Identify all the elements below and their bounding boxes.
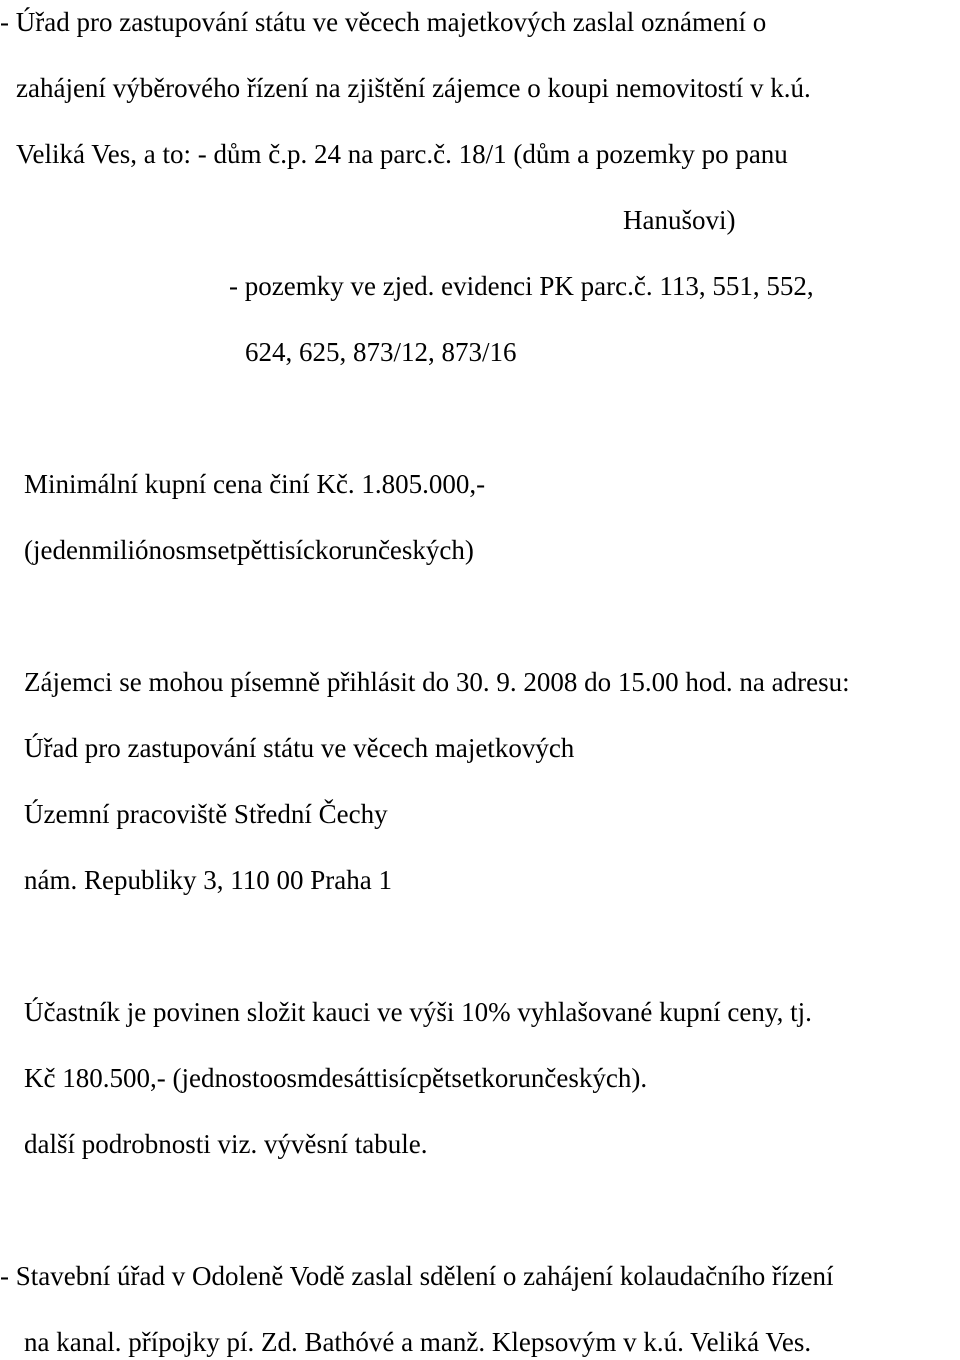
building-office-line-1: - Stavební úřad v Odoleně Vodě zaslal sdělení o zahájení kolaudačního řízení (0, 1261, 834, 1291)
details-note-line: další podrobnosti viz. vývěsní tabule. (24, 1129, 428, 1159)
deposit-line-1: Účastník je povinen složit kauci ve výši 10% vyhlašované kupní ceny, tj. (24, 997, 812, 1027)
announcement-line-5: - pozemky ve zjed. evidenci PK parc.č. 113, 551, 552, (229, 271, 814, 301)
price-in-words-line: (jedenmiliónosmsetpěttisíckorunčeských) (24, 535, 474, 565)
announcement-line-1: - Úřad pro zastupování státu ve věcech majetkových zaslal oznámení o (0, 7, 767, 37)
announcement-line-2: zahájení výběrového řízení na zjištění zájemce o koupi nemovitostí v k.ú. (16, 73, 811, 103)
deposit-line-2: Kč 180.500,- (jednostoosmdesáttisícpětsetkorunčeských). (24, 1063, 648, 1093)
address-branch-line: Územní pracoviště Střední Čechy (24, 799, 388, 829)
announcement-line-6: 624, 625, 873/12, 873/16 (245, 337, 517, 367)
announcement-line-4: Hanušovi) (623, 205, 736, 235)
announcement-line-3: Veliká Ves, a to: - dům č.p. 24 na parc.č. 18/1 (dům a pozemky po panu (16, 139, 788, 169)
building-office-line-2: na kanal. přípojky pí. Zd. Bathóvé a manž. Klepsovým v k.ú. Veliká Ves. (24, 1327, 812, 1357)
address-office-line: Úřad pro zastupování státu ve věcech majetkových (24, 733, 575, 763)
address-street-line: nám. Republiky 3, 110 00 Praha 1 (24, 865, 392, 895)
minimum-price-line: Minimální kupní cena činí Kč. 1.805.000,- (24, 469, 486, 499)
registration-deadline-line: Zájemci se mohou písemně přihlásit do 30. 9. 2008 do 15.00 hod. na adresu: (24, 667, 850, 697)
